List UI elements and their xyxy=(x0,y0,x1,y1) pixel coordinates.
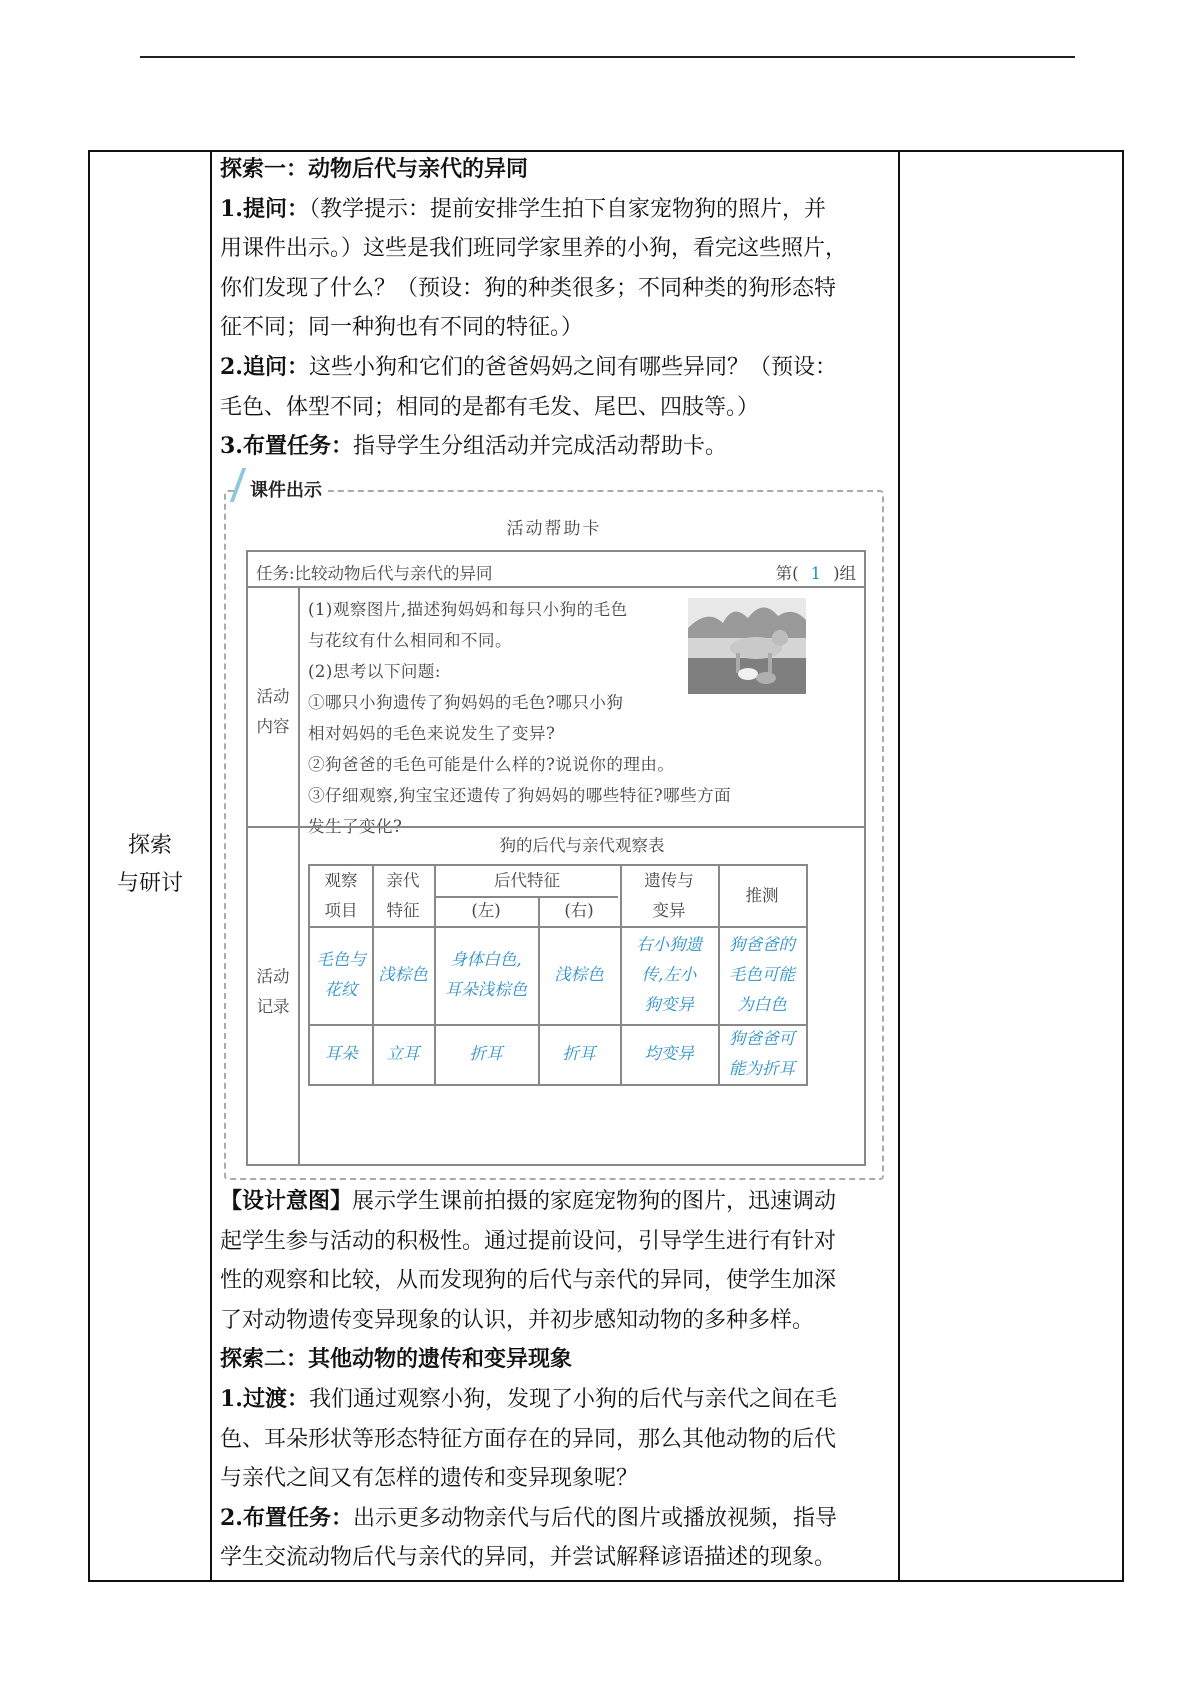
paragraph-line: 征不同；同一种狗也有不同的特征。） xyxy=(220,315,584,341)
header-offspring: 后代特征 xyxy=(494,871,560,890)
activity-label-line: 活动 xyxy=(256,687,290,706)
section-heading: 探索二：其他动物的遗传和变异现象 xyxy=(220,1346,573,1373)
paragraph-text: （教学提示：提前安排学生拍下自家宠物狗的照片，并 xyxy=(308,196,826,222)
paragraph-line xyxy=(220,427,896,467)
header-rule xyxy=(140,56,1075,58)
observation-table xyxy=(308,864,808,1086)
design-intent xyxy=(220,1182,896,1578)
paragraph-line xyxy=(220,1499,896,1539)
paragraph-line: 学生交流动物后代与亲代的异同，并尝试解释谚语描述的现象。 xyxy=(220,1545,837,1571)
paragraph-lead: 3.布置任务： xyxy=(220,433,353,460)
table-cell: 右小狗遗 传,左小 狗变异 xyxy=(636,935,702,1014)
paragraph-line: 毛色、体型不同；相同的是都有毛发、尾巴、四肢等。） xyxy=(220,394,760,420)
paragraph-text: 展示学生课前拍摄的家庭宠物狗的图片，迅速调动 xyxy=(352,1189,837,1214)
paragraph-lead: 1.提问： xyxy=(220,195,309,222)
card-table xyxy=(246,550,866,1166)
header-parent: 亲代 特征 xyxy=(386,871,420,920)
activity-line: (1)观察图片,描述狗妈妈和每只小狗的毛色 xyxy=(308,600,628,619)
activity-content xyxy=(248,586,864,836)
activity-line: ①哪只小狗遗传了狗妈妈的毛色?哪只小狗 xyxy=(308,693,624,712)
header-guess: 推测 xyxy=(745,886,779,905)
record-label xyxy=(248,962,298,1022)
paragraph-text: 出示更多动物亲代与后代的图片或播放视频，指导 xyxy=(352,1505,837,1531)
table-cell: 狗爸爸的 毛色可能 为白色 xyxy=(729,935,795,1014)
table-cell: 浅棕色 xyxy=(378,965,428,984)
activity-line: 发生了变化? xyxy=(308,817,403,836)
table-cell: 浅棕色 xyxy=(554,965,604,984)
activity-line: ②狗爸爸的毛色可能是什么样的?说说你的理由。 xyxy=(308,755,675,774)
group-value: 1 xyxy=(810,564,822,583)
activity-line: ③仔细观察,狗宝宝还遗传了狗妈妈的哪些特征?哪些方面 xyxy=(308,786,732,805)
paragraph-line: 你们发现了什么？（预设：狗的种类很多；不同种类的狗形态特 xyxy=(220,275,837,301)
paragraph-line: 了对动物遗传变异现象的认识，并初步感知动物的多种多样。 xyxy=(220,1307,815,1333)
paragraph-line: 起学生参与活动的积极性。通过提前设问，引导学生进行有针对 xyxy=(220,1228,837,1254)
paragraph-text: 我们通过观察小狗，发现了小狗的后代与亲代之间在毛 xyxy=(308,1386,837,1412)
activity-help-card xyxy=(224,480,884,1180)
section-heading: 探索一：动物后代与亲代的异同 xyxy=(220,156,529,182)
card-tab-label: 课件出示 xyxy=(250,480,322,501)
paragraph-line: 与亲代之间又有怎样的遗传和变异现象呢？ xyxy=(220,1466,639,1492)
group-suffix: )组 xyxy=(833,564,856,583)
activity-line: (2)思考以下问题: xyxy=(308,662,441,681)
table-cell: 折耳 xyxy=(562,1044,596,1063)
paragraph-lead: 1.过渡： xyxy=(220,1385,309,1412)
task-text: 任务:比较动物后代与亲代的异同 xyxy=(256,564,493,583)
row-label-line: 探索 xyxy=(127,833,172,858)
dog-family-photo xyxy=(688,598,806,694)
activity-label-line: 内容 xyxy=(256,717,290,736)
card-title: 活动帮助卡 xyxy=(506,519,602,539)
record-label-line: 记录 xyxy=(256,997,290,1016)
activity-line: 与花纹有什么相同和不同。 xyxy=(308,631,512,650)
card-tab xyxy=(236,476,328,502)
table-cell: 毛色与 花纹 xyxy=(316,950,366,999)
column-divider xyxy=(898,152,900,1580)
column-divider xyxy=(210,152,212,1580)
header-right: (右) xyxy=(564,901,594,920)
paragraph-line: 用课件出示。）这些是我们班同学家里养的小狗，看完这些照片， xyxy=(220,236,848,262)
activity-line: 相对妈妈的毛色来说发生了变异? xyxy=(308,724,556,743)
paragraph-text: 这些小狗和它们的爸爸妈妈之间有哪些异同？（预设： xyxy=(308,354,837,380)
record-label-line: 活动 xyxy=(256,967,290,986)
header-heredity: 遗传与 变异 xyxy=(644,871,694,920)
paragraph-line: 性的观察和比较，从而发现狗的后代与亲代的异同，使学生加深 xyxy=(220,1268,837,1294)
group-number xyxy=(776,560,856,584)
paragraph-lead: 2.追问： xyxy=(220,353,309,380)
table-cell: 立耳 xyxy=(386,1044,420,1063)
table-cell: 折耳 xyxy=(469,1044,503,1063)
observation-table-title: 狗的后代与亲代观察表 xyxy=(499,836,665,855)
header-left: (左) xyxy=(471,901,501,920)
table-cell: 身体白色, 耳朵浅棕色 xyxy=(444,950,528,999)
card-divider xyxy=(248,826,864,828)
paragraph-text: 指导学生分组活动并完成活动帮助卡。 xyxy=(352,434,727,460)
table-cell: 耳朵 xyxy=(324,1044,358,1063)
paragraph-line xyxy=(220,1380,896,1420)
row-label-line: 与研讨 xyxy=(116,871,183,896)
row-label xyxy=(90,827,210,903)
paragraph-lead: 2.布置任务： xyxy=(220,1504,353,1531)
paragraph-line xyxy=(220,190,896,230)
table-cell: 狗爸爸可 能为折耳 xyxy=(729,1029,795,1078)
paragraph-line xyxy=(220,1182,896,1222)
paragraph-lead: 【设计意图】 xyxy=(220,1188,353,1214)
group-prefix: 第( xyxy=(775,564,799,583)
paragraph-line xyxy=(220,348,896,388)
paragraph-line: 色、耳朵形状等形态特征方面存在的异同，那么其他动物的后代 xyxy=(220,1426,837,1452)
lesson-table xyxy=(88,150,1124,1582)
table-cell: 均变异 xyxy=(644,1044,694,1063)
header-item: 观察 项目 xyxy=(324,871,358,920)
